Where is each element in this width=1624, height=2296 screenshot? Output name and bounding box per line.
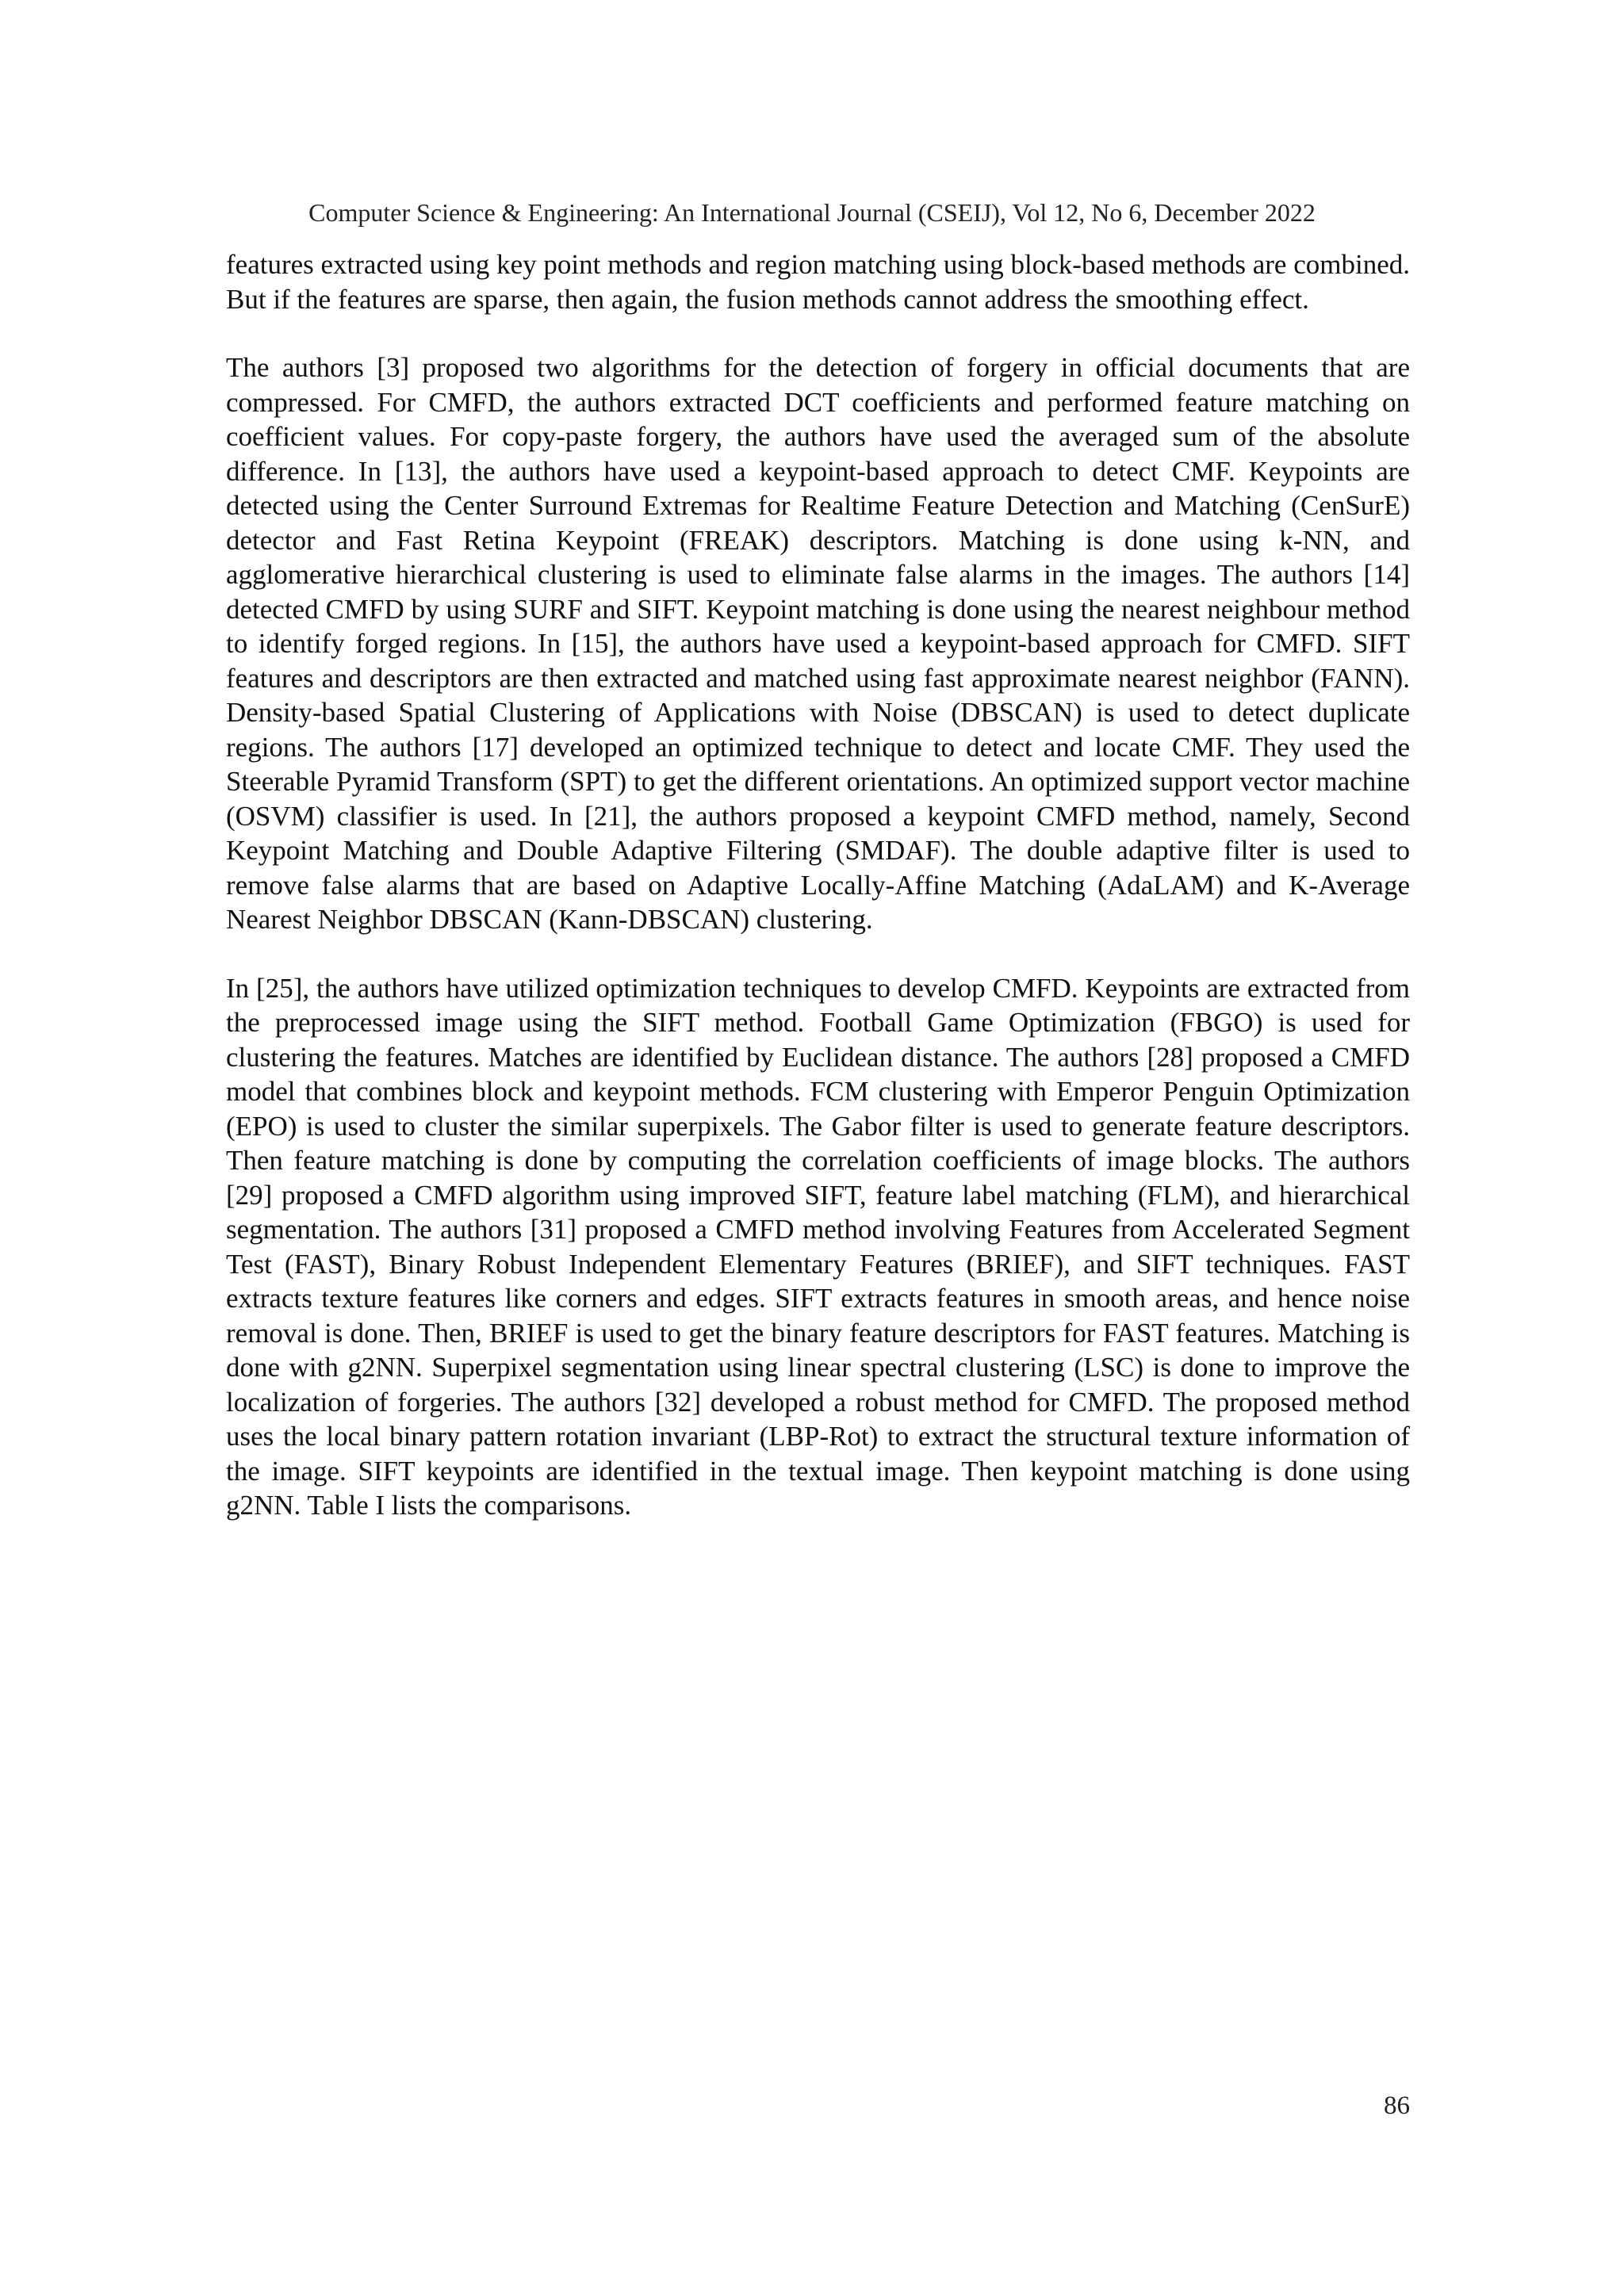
page-number: 86: [1384, 2091, 1410, 2120]
paragraph-keypoint-methods: The authors [3] proposed two algorithms for the detection of forgery in official documents that are compressed. For CMFD, the authors extracted DCT coefficients and performed feature matching on coefficient values. For copy-paste forgery, the authors have used the averaged sum of the absolute difference. In [13], the authors have used a keypoint-based approach to detect CMF. Keypoints are detected using the Center Surround Extremas for Realtime Feature Detection and Matching (CenSurE) detector and Fast Retina Keypoint (FREAK) descriptors. Matching is done using k-NN, and agglomerative hierarchical clustering is used to eliminate false alarms in the images. The authors [14] detected CMFD by using SURF and SIFT. Keypoint matching is done using the nearest neighbour method to identify forged regions. In [15], the authors have used a keypoint-based approach for CMFD. SIFT features and descriptors are then extracted and matched using fast approximate nearest neighbor (FANN). Density-based Spatial Clustering of Applications with Noise (DBSCAN) is used to detect duplicate regions. The authors [17] developed an optimized technique to detect and locate CMF. They used the Steerable Pyramid Transform (SPT) to get the different orientations. An optimized support vector machine (OSVM) classifier is used. In [21], the authors proposed a keypoint CMFD method, namely, Second Keypoint Matching and Double Adaptive Filtering (SMDAF). The double adaptive filter is used to remove false alarms that are based on Adaptive Locally-Affine Matching (AdaLAM) and K-Average Nearest Neighbor DBSCAN (Kann-DBSCAN) clustering.: [226, 352, 1410, 935]
paragraph-optimization-methods: In [25], the authors have utilized optimization techniques to develop CMFD. Keypoints are extracted from the preprocessed image using the SIFT method. Football Game Optimization (FBGO) is used for clustering the features. Matches are identified by Euclidean distance. The authors [28] proposed a CMFD model that combines block and keypoint methods. FCM clustering with Emperor Penguin Optimization (EPO) is used to cluster the similar superpixels. The Gabor filter is used to generate feature descriptors. Then feature matching is done by computing the correlation coefficients of image blocks. The authors [29] proposed a CMFD algorithm using improved SIFT, feature label matching (FLM), and hierarchical segmentation. The authors [31] proposed a CMFD method involving Features from Accelerated Segment Test (FAST), Binary Robust Independent Elementary Features (BRIEF), and SIFT techniques. FAST extracts texture features like corners and edges. SIFT extracts features in smooth areas, and hence noise removal is done. Then, BRIEF is used to get the binary feature descriptors for FAST features. Matching is done with g2NN. Superpixel segmentation using linear spectral clustering (LSC) is done to improve the localization of forgeries. The authors [32] developed a robust method for CMFD. The proposed method uses the local binary pattern rotation invariant (LBP-Rot) to extract the structural texture information of the image. SIFT keypoints are identified in the textual image. Then keypoint matching is done using g2NN. Table I lists the comparisons.: [226, 972, 1410, 1521]
running-header: Computer Science & Engineering: An International Journal (CSEIJ), Vol 12, No 6, December 2022: [308, 198, 1316, 227]
paragraph-continuation: features extracted using key point methods and region matching using block-based methods are combined. But if the features are sparse, then again, the fusion methods cannot address the smoothing effect.: [226, 249, 1410, 315]
body-text: [226, 247, 1410, 1557]
